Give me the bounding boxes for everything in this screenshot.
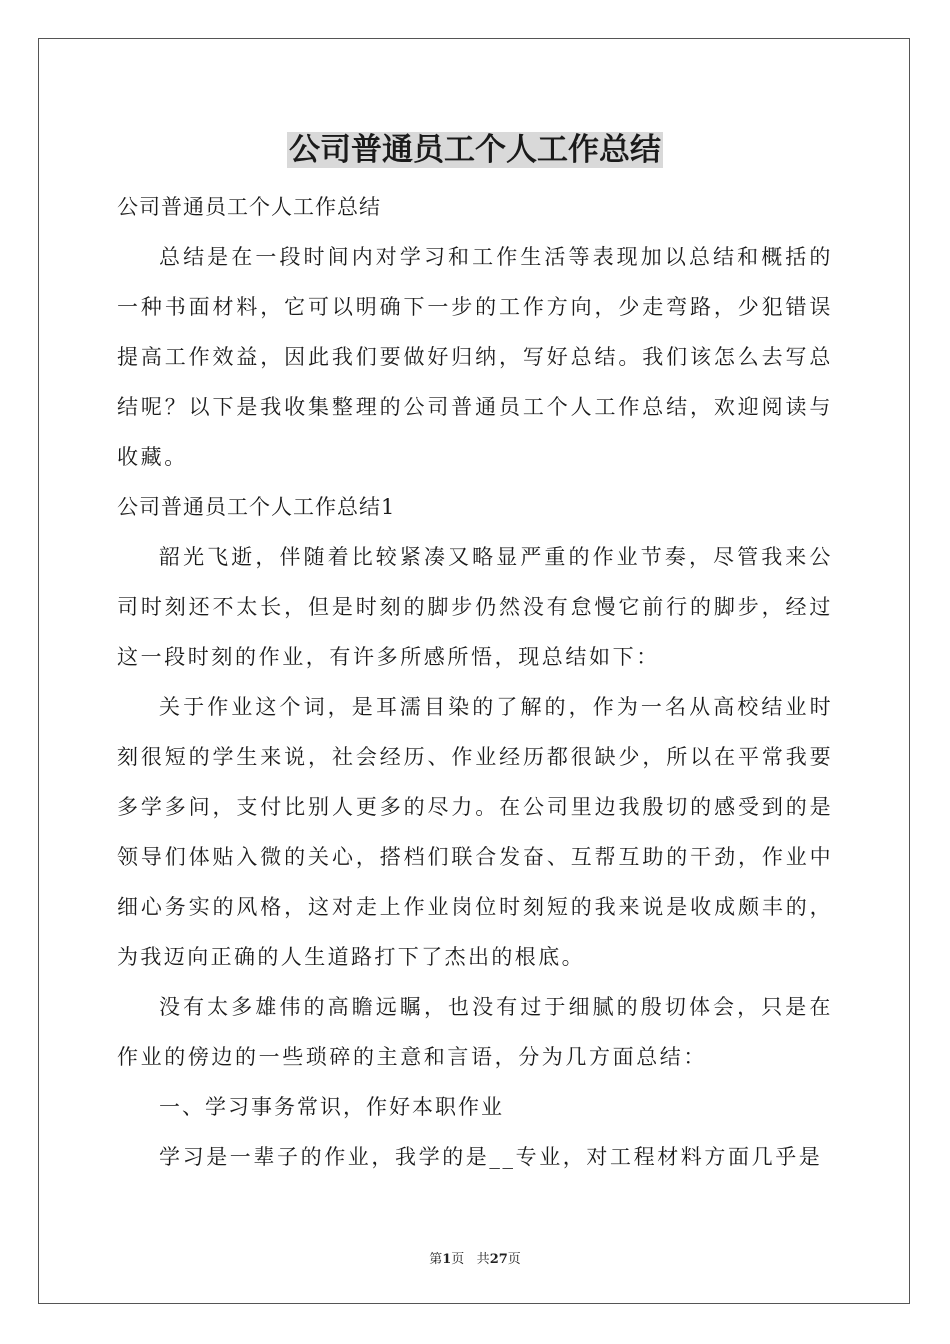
footer-total-pages: 27 (489, 1252, 508, 1267)
document-body (117, 122, 833, 1182)
footer-page-label: 页 (451, 1252, 465, 1267)
item-heading: 一、学习事务常识，作好本职作业 (159, 1095, 504, 1119)
section-heading: 公司普通员工个人工作总结1 (117, 495, 396, 519)
page-footer (0, 1248, 950, 1267)
footer-prefix: 第 (429, 1252, 443, 1267)
subtitle-line: 公司普通员工个人工作总结 (117, 195, 381, 219)
footer-page-number: 1 (442, 1252, 452, 1267)
intro-paragraph: 总结是在一段时间内对学习和工作生活等表现加以总结和概括的一种书面材料，它可以明确下一步的工作方向，少走弯路，少犯错误提高工作效益，因此我们要做好归纳，写好总结。我们该怎么去写总结呢？以下是我收集整理的公司普通员工个人工作总结，欢迎阅读与收藏。 (117, 245, 833, 469)
footer-total-prefix: 共 (476, 1252, 490, 1267)
body-paragraph-last: 学习是一辈子的作业，我学的是__专业，对工程材料方面几乎是 (159, 1145, 823, 1169)
body-paragraph: 关于作业这个词，是耳濡目染的了解的，作为一名从高校结业时刻很短的学生来说，社会经历、作业经历都很缺少，所以在平常我要多学多问，支付比别人更多的尽力。在公司里边我殷切的感受到的是领导们体贴入微的关心，搭档们联合发奋、互帮互助的干劲，作业中细心务实的风格，这对走上作业岗位时刻短的我来说是收成颇丰的，为我迈向正确的人生道路打下了杰出的根底。 (117, 695, 833, 969)
footer-total-label: 页 (507, 1252, 521, 1267)
body-paragraph: 韶光飞逝，伴随着比较紧凑又略显严重的作业节奏，尽管我来公司时刻还不太长，但是时刻的脚步仍然没有怠慢它前行的脚步，经过这一段时刻的作业，有许多所感所悟，现总结如下： (117, 545, 833, 669)
document-title (117, 122, 833, 178)
document-title-text: 公司普通员工个人工作总结 (289, 132, 661, 168)
body-paragraph: 没有太多雄伟的高瞻远瞩，也没有过于细腻的殷切体会，只是在作业的傍边的一些琐碎的主意和言语，分为几方面总结： (117, 995, 833, 1069)
